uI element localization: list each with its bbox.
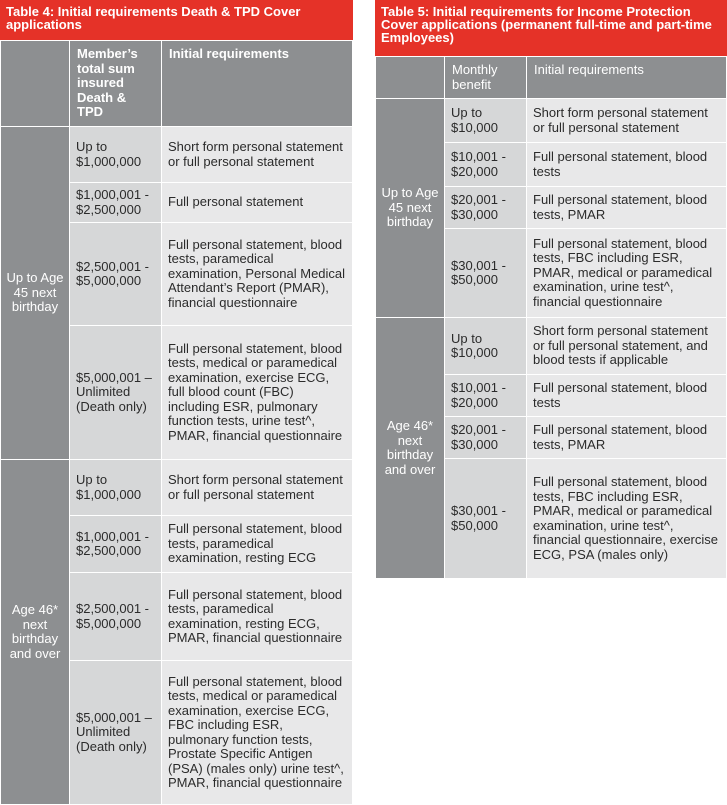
monthly-benefit-range: $10,001 - $20,000 [445,375,527,417]
monthly-benefit-range: $30,001 - $50,000 [445,229,527,318]
age-group-label: Age 46* next birthday and over [376,318,445,579]
sum-insured-range: $5,000,001 – Unlimited (Death only) [70,661,162,805]
monthly-benefit-range: $10,001 - $20,000 [445,143,527,187]
age-group-label: Age 46* next birthday and over [1,460,70,805]
table-4-header-range: Member’s total sum insured Death & TPD [70,41,162,127]
requirements-text: Full personal statement, blood tests [527,143,727,187]
table-4 [0,0,353,805]
sum-insured-range: $1,000,001 - $2,500,000 [70,183,162,223]
monthly-benefit-range: $20,001 - $30,000 [445,417,527,459]
requirements-text: Full personal statement, blood tests, paramedical examination, Personal Medical Attendant’s Report (PMAR), financial questionnaire [162,223,353,326]
requirements-text: Full personal statement [162,183,353,223]
requirements-text: Short form personal statement or full personal statement [162,460,353,516]
table-4-header-blank [1,41,70,127]
table-4-header-req: Initial requirements [162,41,353,127]
requirements-text: Full personal statement, blood tests, FBC including ESR, PMAR, medical or paramedical examination, urine test^, financial questionnaire [527,229,727,318]
requirements-text: Full personal statement, blood tests [527,375,727,417]
table-5-header-blank [376,57,445,99]
requirements-text: Short form personal statement or full personal statement [527,99,727,143]
sum-insured-range: $5,000,001 – Unlimited (Death only) [70,326,162,460]
table-4-grid [0,40,353,805]
sum-insured-range: Up to $1,000,000 [70,127,162,183]
table-row [376,318,727,375]
requirements-text: Full personal statement, blood tests, PMAR [527,187,727,229]
table-5 [375,0,727,579]
requirements-text: Short form personal statement or full personal statement [162,127,353,183]
age-group-label: Up to Age 45 next birthday [1,127,70,460]
requirements-text: Short form personal statement or full personal statement, and blood tests if applicable [527,318,727,375]
table-4-title: Table 4: Initial requirements Death & TPD Cover applications [0,0,353,40]
table-row [1,127,353,183]
requirements-text: Full personal statement, blood tests, medical or paramedical examination, exercise ECG, FBC including ESR, pulmonary function tests, Prostate Specific Antigen (PSA) (males only) urine test^, PMAR, financial questionnaire [162,661,353,805]
sum-insured-range: $2,500,001 - $5,000,000 [70,573,162,661]
sum-insured-range: $2,500,001 - $5,000,000 [70,223,162,326]
monthly-benefit-range: Up to $10,000 [445,99,527,143]
table-5-title: Table 5: Initial requirements for Income Protection Cover applications (permanent full-time and part-time Employees) [375,0,727,56]
monthly-benefit-range: $30,001 - $50,000 [445,459,527,579]
requirements-text: Full personal statement, blood tests, paramedical examination, resting ECG [162,516,353,573]
monthly-benefit-range: $20,001 - $30,000 [445,187,527,229]
table-5-grid [375,56,727,579]
table-5-header-req: Initial requirements [527,57,727,99]
table-4-header-row [1,41,353,127]
requirements-text: Full personal statement, blood tests, paramedical examination, resting ECG, PMAR, financial questionnaire [162,573,353,661]
table-5-header-row [376,57,727,99]
age-group-label: Up to Age 45 next birthday [376,99,445,318]
requirements-text: Full personal statement, blood tests, PMAR [527,417,727,459]
sum-insured-range: $1,000,001 - $2,500,000 [70,516,162,573]
table-5-header-range: Monthly benefit [445,57,527,99]
requirements-text: Full personal statement, blood tests, FBC including ESR, PMAR, medical or paramedical examination, urine test^, financial questionnaire, exercise ECG, PSA (males only) [527,459,727,579]
requirements-text: Full personal statement, blood tests, medical or paramedical examination, exercise ECG, full blood count (FBC) including ESR, pulmonary function tests, urine test^, PMAR, financial questionnaire [162,326,353,460]
table-row [1,460,353,516]
sum-insured-range: Up to $1,000,000 [70,460,162,516]
monthly-benefit-range: Up to $10,000 [445,318,527,375]
table-row [376,99,727,143]
